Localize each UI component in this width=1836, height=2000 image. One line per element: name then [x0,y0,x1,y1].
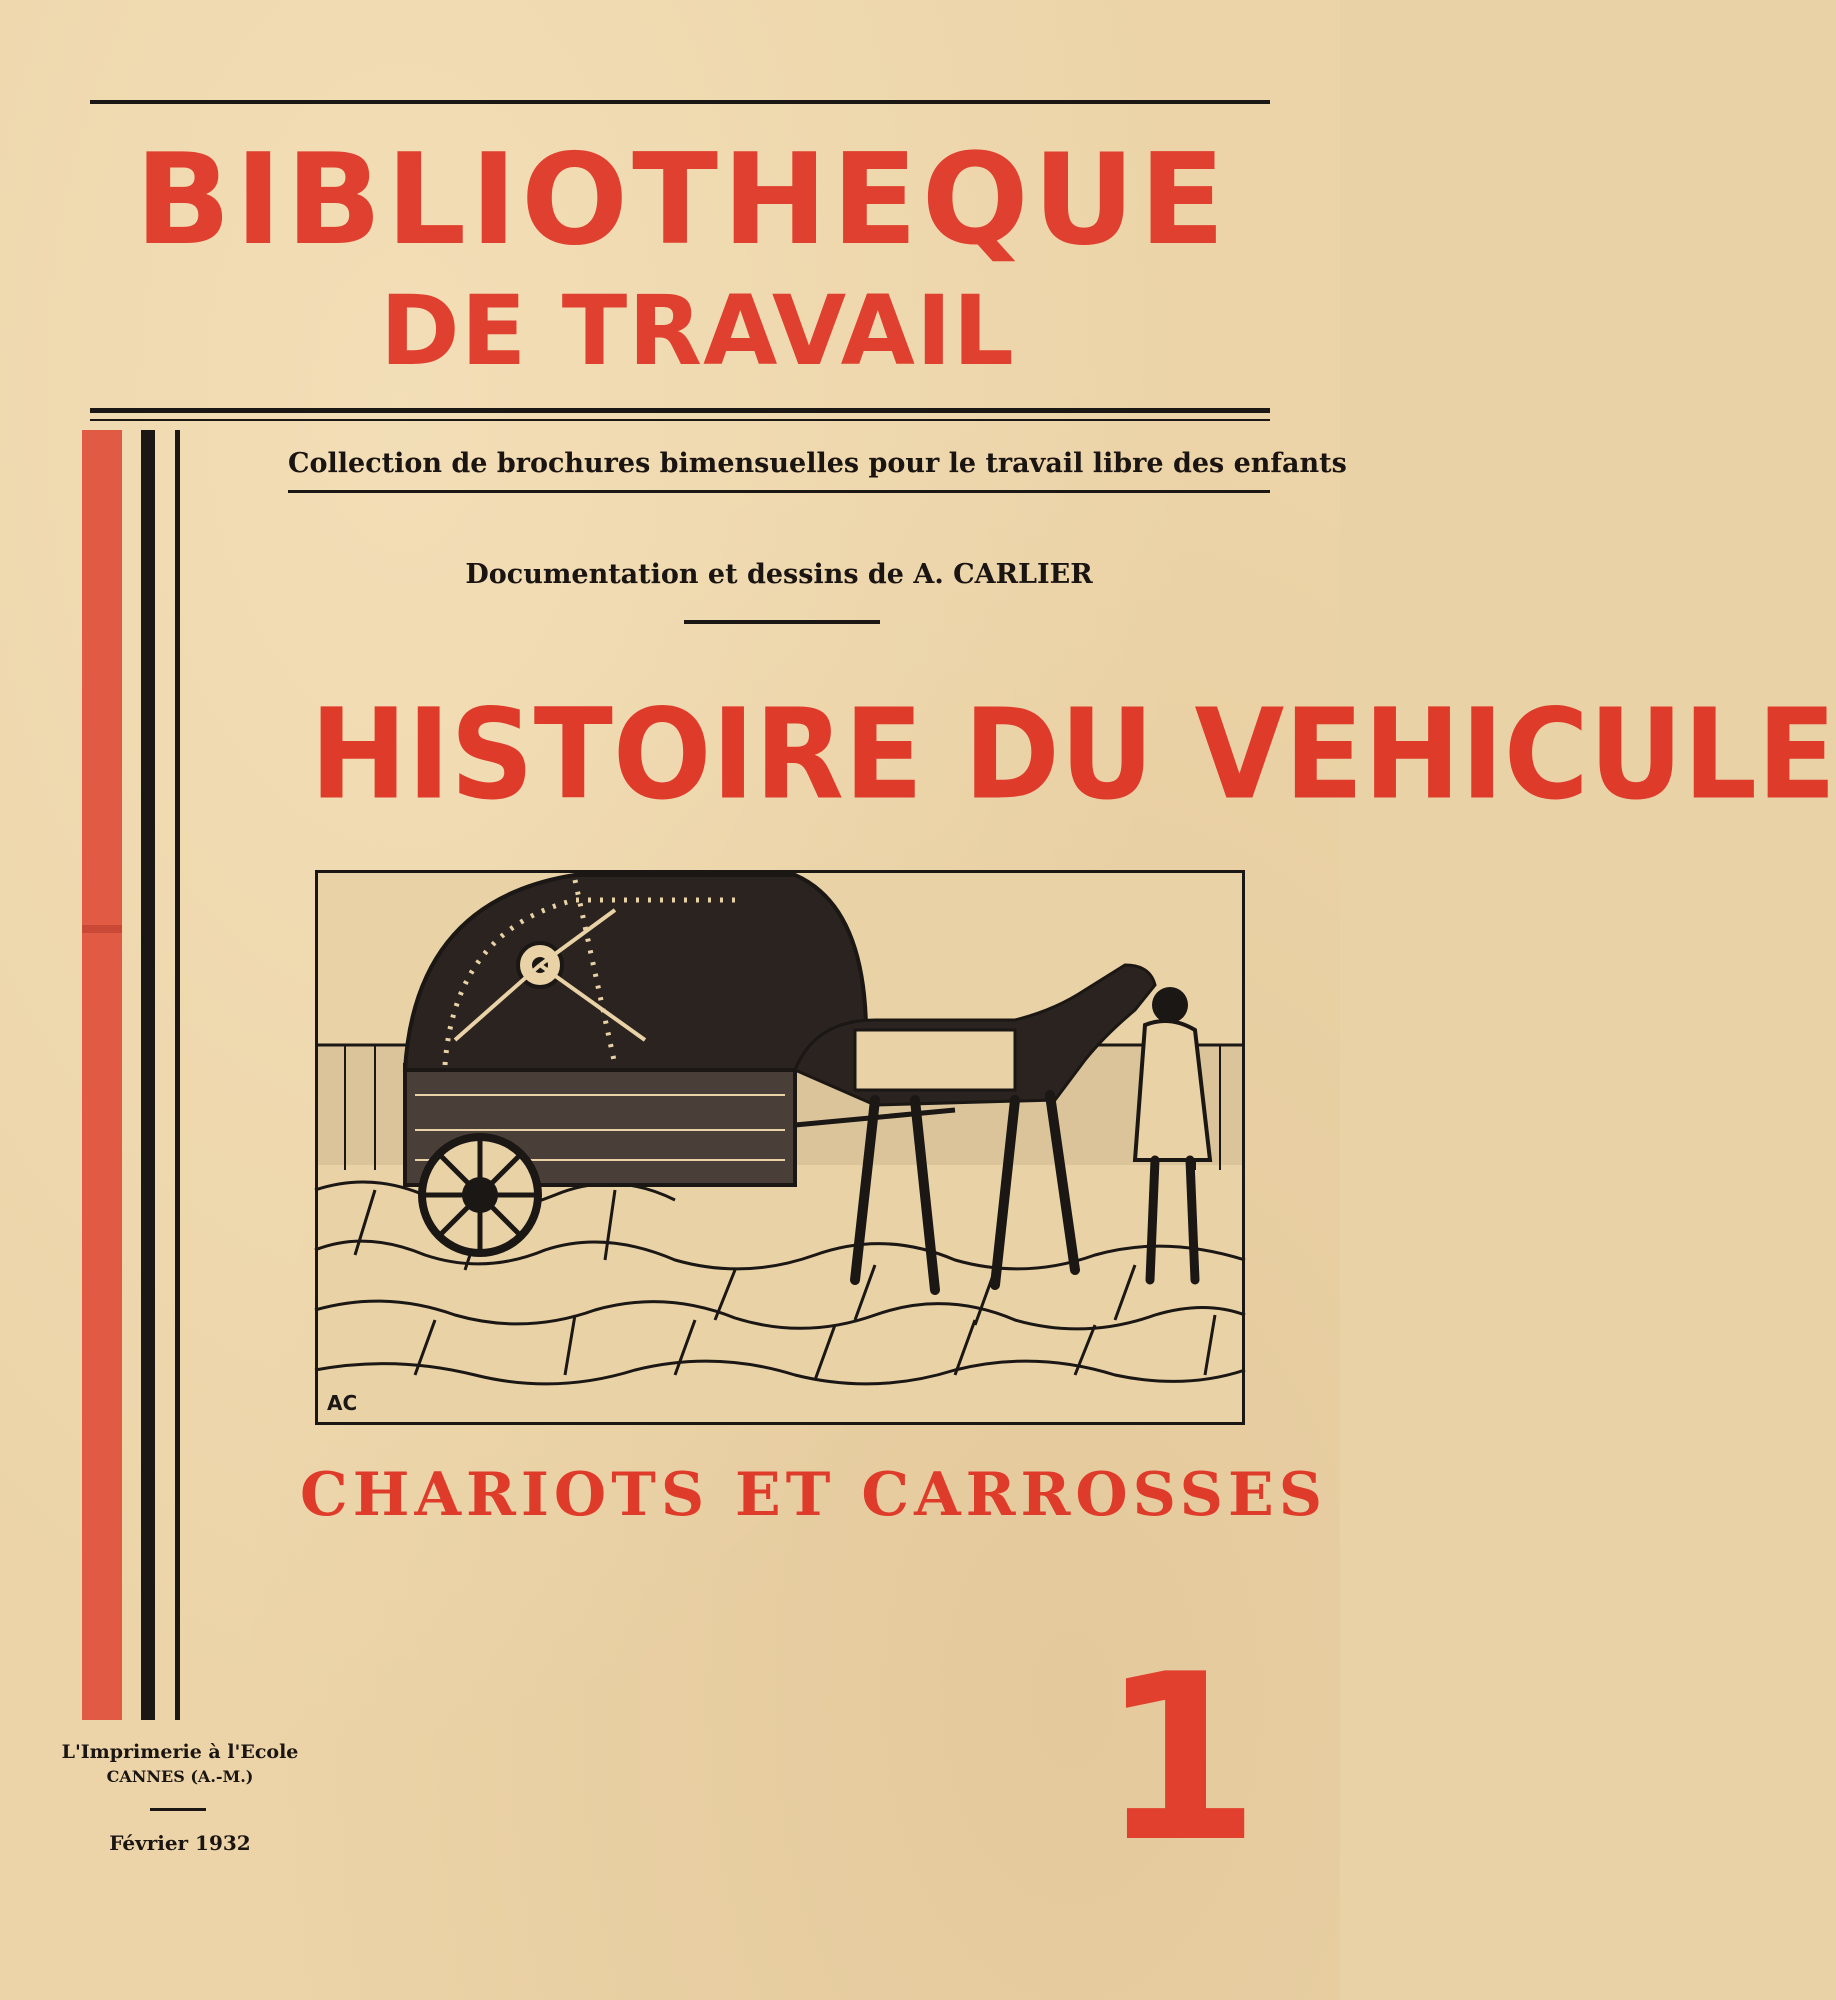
red-stripe-seam [82,925,122,933]
svg-text:AC: AC [327,1391,358,1415]
book-title: HISTOIRE DU VEHICULE [310,682,1836,828]
collection-line: Collection de brochures bimensuelles pour le travail libre des enfants [288,448,1347,479]
left-black-stripe-thin [175,430,180,1720]
series-subtitle: DE TRAVAIL [380,275,1015,387]
top-rule [90,100,1270,104]
wagon-illustration [315,870,1245,1425]
left-black-stripe-thick [141,430,155,1720]
publisher-divider [150,1808,206,1811]
issue-number: 1 [1100,1626,1261,1893]
collection-underline [288,490,1270,493]
header-rule-thin [90,419,1270,421]
author-credit: Documentation et dessins de A. CARLIER [465,559,1093,590]
publisher-name: L'Imprimerie à l'Ecole [61,1741,299,1763]
left-red-stripe [82,430,122,1720]
series-title: BIBLIOTHEQUE [134,126,1230,273]
book-subtitle: CHARIOTS ET CARROSSES [300,1460,1328,1530]
publisher-city: CANNES (A.-M.) [106,1767,254,1786]
publication-date: Février 1932 [109,1831,251,1855]
header-rule-thick [90,408,1270,413]
credit-divider [684,620,880,624]
